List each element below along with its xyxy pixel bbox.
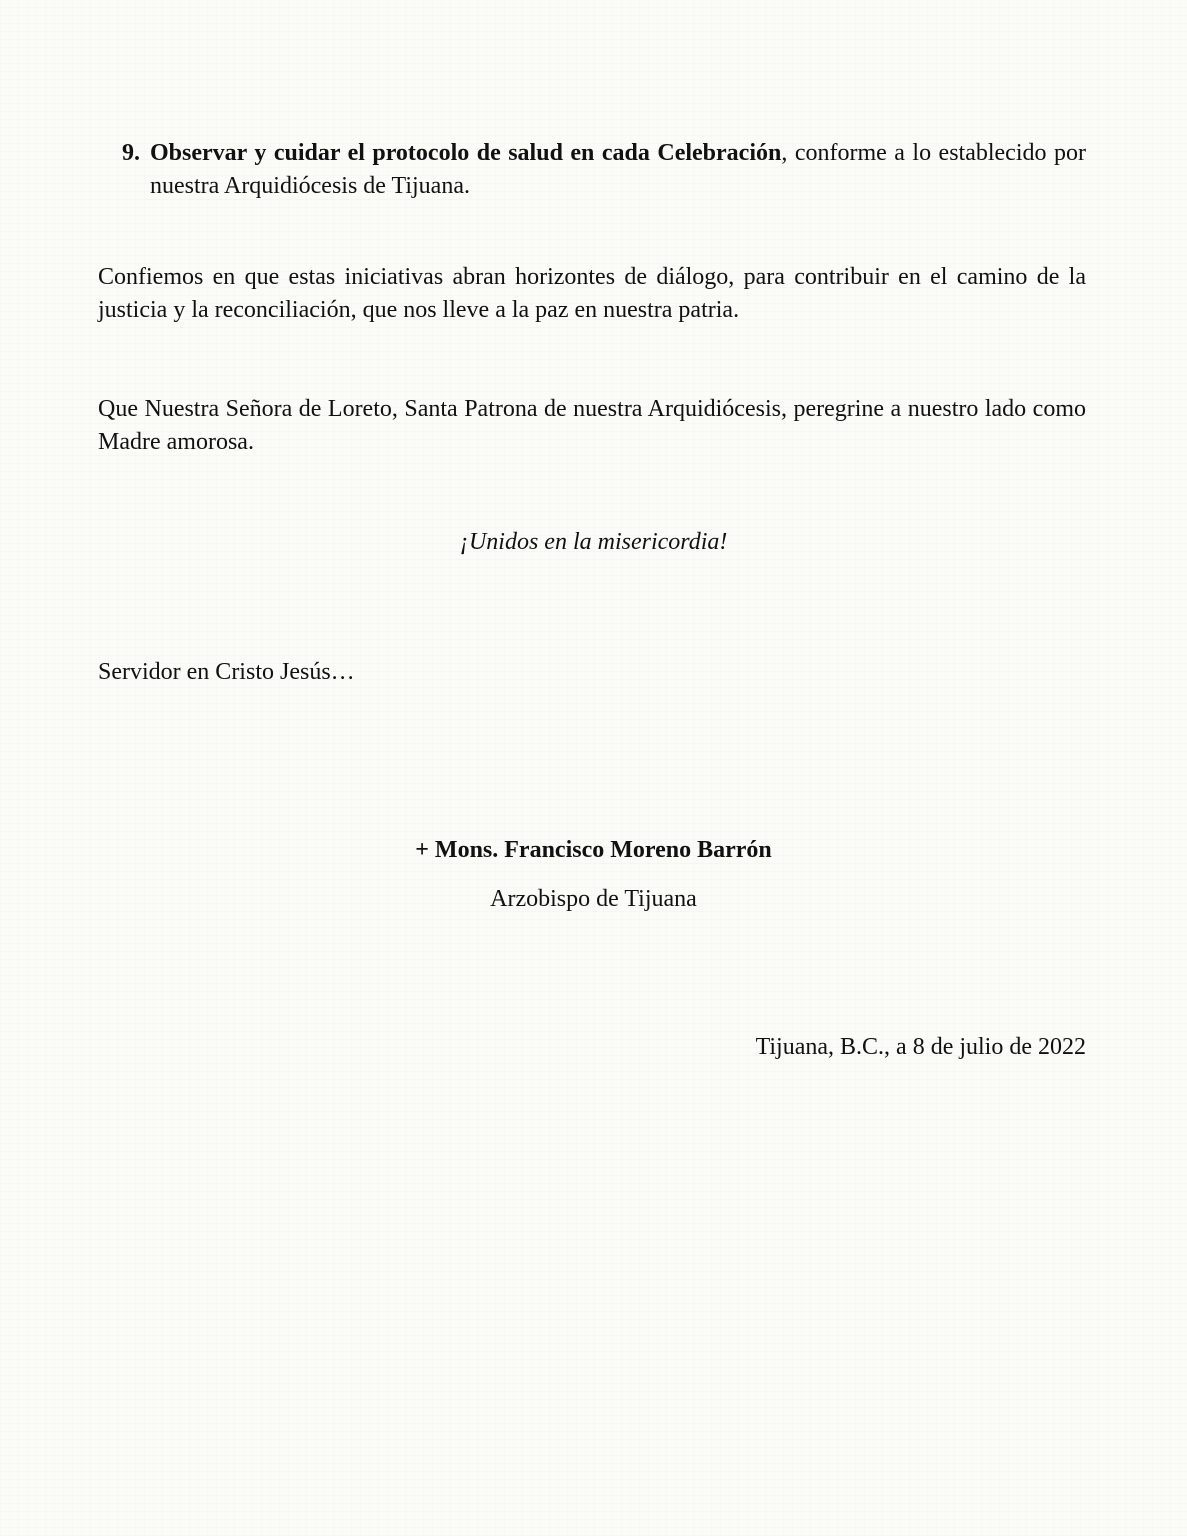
list-item-number: 9. bbox=[122, 140, 140, 166]
list-item-bold-text: Observar y cuidar el protocolo de salud en cada Celebración bbox=[150, 140, 782, 166]
list-item-9 bbox=[122, 137, 1086, 203]
signer-title: Arzobispo de Tijuana bbox=[490, 886, 697, 912]
place-and-date: Tijuana, B.C., a 8 de julio de 2022 bbox=[755, 1034, 1086, 1060]
closing-salutation: Servidor en Cristo Jesús… bbox=[98, 659, 355, 685]
list-item-rest-text: , conforme a lo establecido por nuestra Arquidiócesis de Tijuana. bbox=[150, 140, 1086, 199]
motto: ¡Unidos en la misericordia! bbox=[459, 529, 728, 555]
paragraph-loreto: Que Nuestra Señora de Loreto, Santa Patrona de nuestra Arquidiócesis, peregrine a nuestro lado como Madre amorosa. bbox=[98, 396, 1086, 455]
paragraph-dialogue: Confiemos en que estas iniciativas abran horizontes de diálogo, para contribuir en el camino de la justicia y la reconciliación, que nos lleve a la paz en nuestra patria. bbox=[98, 264, 1086, 323]
signer-name: + Mons. Francisco Moreno Barrón bbox=[415, 837, 772, 863]
list-item-text bbox=[150, 137, 1086, 203]
